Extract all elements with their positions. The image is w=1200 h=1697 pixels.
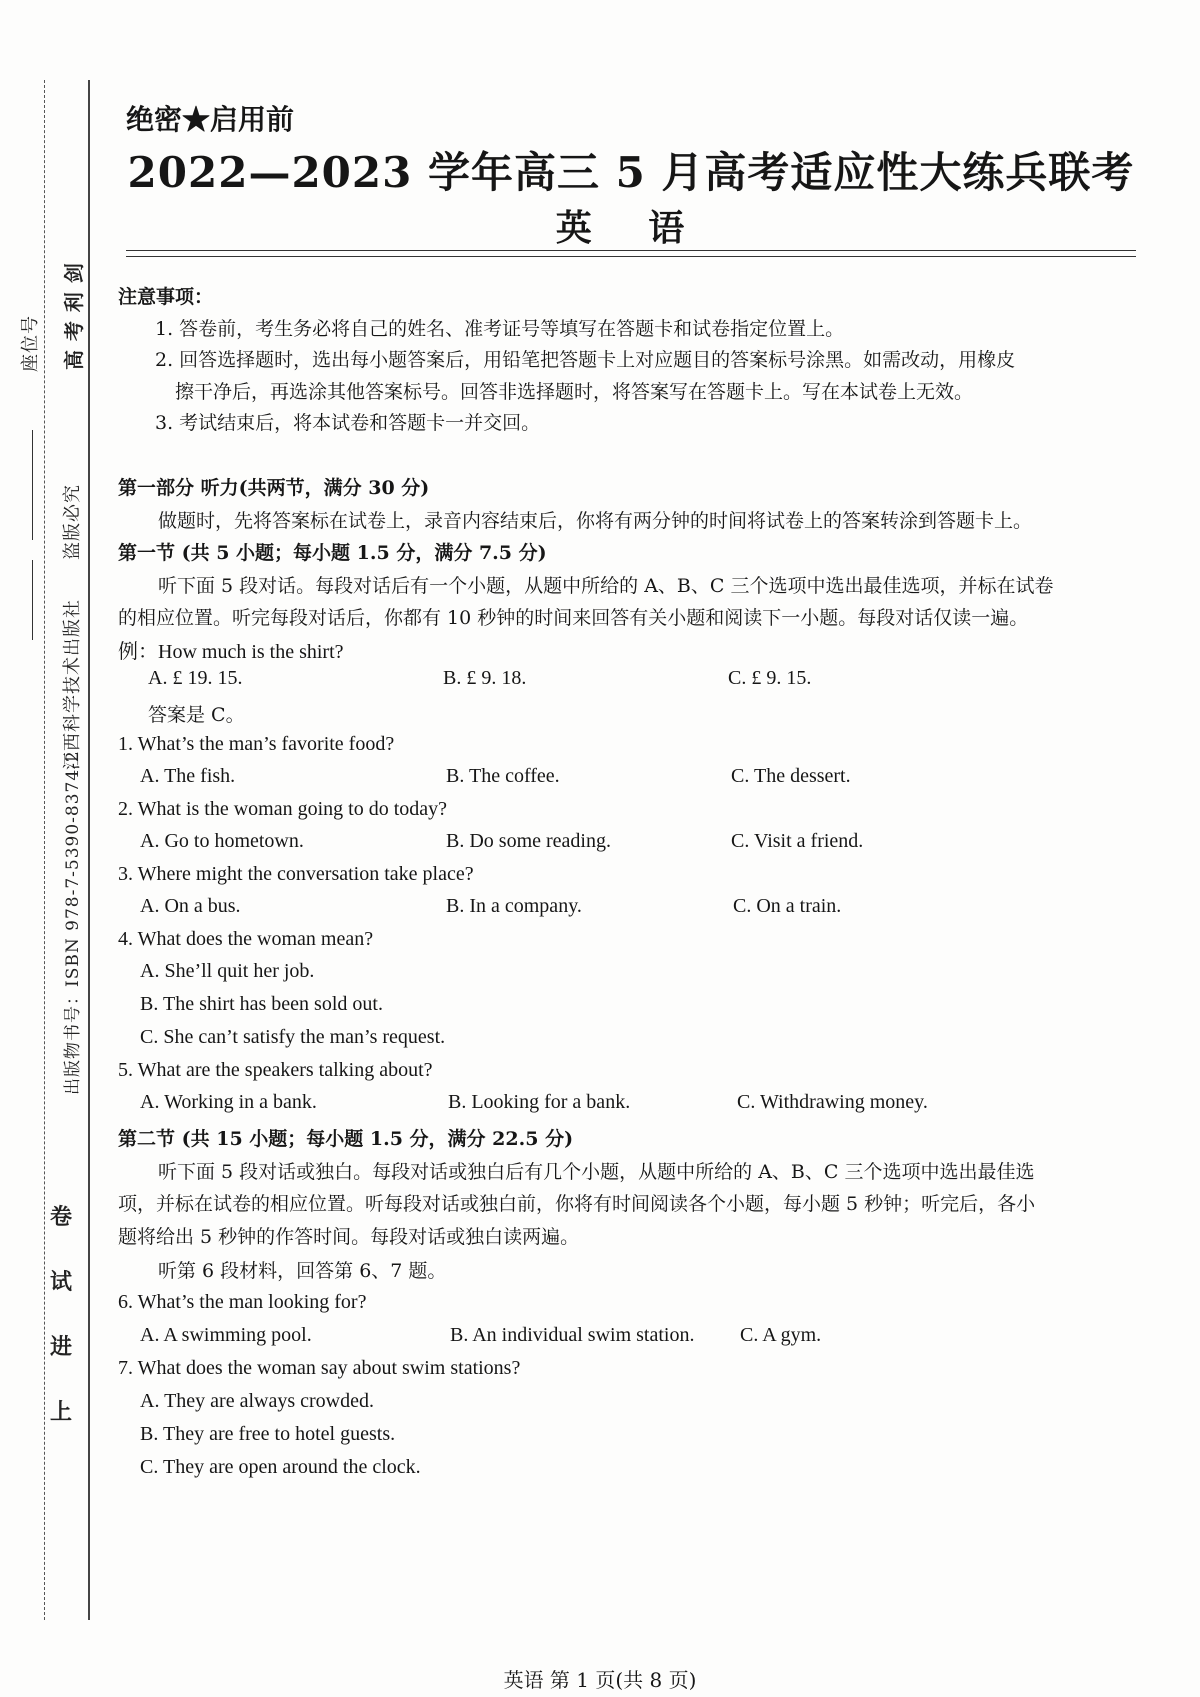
question-5-option-a: A. Working in a bank. [140, 1091, 317, 1113]
header-rule-top [126, 250, 1136, 251]
publisher-label: 江西科学技术出版社 [62, 599, 83, 770]
notes-heading: 注意事项： [118, 286, 214, 308]
seat-number-label: 座位号 [20, 315, 41, 372]
part1-intro: 做题时，先将答案标在试卷上，录音内容结束后，你将有两分钟的时间将试卷上的答案转涂到答题卡上。 [158, 510, 1033, 532]
example-option-a: A. £ 19. 15. [148, 667, 243, 689]
section2-heading: 第二节 (共 15 小题；每小题 1.5 分，满分 22.5 分) [118, 1128, 574, 1150]
question-1-option-a: A. The fish. [140, 765, 236, 787]
question-5-option-c: C. Withdrawing money. [737, 1091, 928, 1113]
section1-heading: 第一节 (共 5 小题；每小题 1.5 分，满分 7.5 分) [118, 542, 547, 564]
notice-char-2: 进 [50, 1334, 73, 1360]
question-4-option-c: C. She can’t satisfy the man’s request. [140, 1026, 446, 1048]
example-option-b: B. £ 9. 18. [443, 667, 527, 689]
name-blank [32, 560, 33, 640]
question-3-option-b: B. In a company. [446, 895, 582, 917]
brand-label: 高 考 利 剑 [62, 262, 86, 370]
header-rule-bottom [126, 256, 1136, 257]
question-1: 1. What’s the man’s favorite food? [118, 733, 395, 755]
notice-char-3: 试 [50, 1269, 73, 1295]
question-6-option-c: C. A gym. [740, 1324, 822, 1346]
isbn-label: 出版物书号：ISBN 978-7-5390-8374-2 [63, 750, 83, 1095]
question-4-option-a: A. She’ll quit her job. [140, 960, 315, 982]
binding-dashed-line [44, 80, 45, 1620]
section2-instruction-line1: 听下面 5 段对话或独白。每段对话或独白后有几个小题，从题中所给的 A、B、C 三个选项中选出最佳选 [158, 1161, 1035, 1183]
question-2-option-c: C. Visit a friend. [731, 830, 864, 852]
question-4: 4. What does the woman mean? [118, 928, 374, 950]
question-7-option-c: C. They are open around the clock. [140, 1456, 421, 1478]
question-5: 5. What are the speakers talking about? [118, 1059, 433, 1081]
note-1: 1. 答卷前，考生务必将自己的姓名、准考证号等填写在答题卡和试卷指定位置上。 [155, 318, 845, 340]
question-3-option-c: C. On a train. [733, 895, 842, 917]
question-3-option-a: A. On a bus. [140, 895, 241, 917]
question-7: 7. What does the woman say about swim stations? [118, 1357, 521, 1379]
question-6: 6. What’s the man looking for? [118, 1291, 367, 1313]
part1-heading: 第一部分 听力(共两节，满分 30 分) [118, 477, 430, 499]
question-1-option-b: B. The coffee. [446, 765, 560, 787]
binding-solid-line [88, 80, 90, 1620]
question-4-option-b: B. The shirt has been sold out. [140, 993, 383, 1015]
question-7-option-b: B. They are free to hotel guests. [140, 1423, 396, 1445]
question-2-option-b: B. Do some reading. [446, 830, 611, 852]
example-answer: 答案是 C。 [148, 704, 245, 726]
example-option-c: C. £ 9. 15. [728, 667, 812, 689]
question-5-option-b: B. Looking for a bank. [448, 1091, 631, 1113]
section1-instruction-line1: 听下面 5 段对话。每段对话后有一个小题，从题中所给的 A、B、C 三个选项中选出最佳选项，并标在试卷 [158, 575, 1054, 597]
subject-title: 英 语 [555, 207, 707, 249]
notice-char-1: 上 [50, 1399, 73, 1425]
note-3: 3. 考试结束后，将本试卷和答题卡一并交回。 [155, 412, 541, 434]
notice-char-4: 卷 [50, 1204, 73, 1230]
section2-instruction-line2: 项，并标在试卷的相应位置。听每段对话或独白前，你将有时间阅读各个小题，每小题 5 秒钟；听完后，各小 [118, 1193, 1036, 1215]
anti-piracy-label: 盗版必究 [62, 484, 83, 560]
section2-instruction-line3: 题将给出 5 秒钟的作答时间。每段对话或独白读两遍。 [118, 1226, 580, 1248]
note-2-line1: 2. 回答选择题时，选出每小题答案后，用铅笔把答题卡上对应题目的答案标号涂黑。如需改动，用橡皮 [155, 349, 1016, 371]
exam-title: 2022—2023 学年高三 5 月高考适应性大练兵联考 [127, 148, 1135, 197]
section1-instruction-line2: 的相应位置。听完每段对话后，你都有 10 秒钟的时间来回答有关小题和阅读下一小题。每段对话仅读一遍。 [118, 607, 1029, 629]
page-footer: 英语 第 1 页(共 8 页) [503, 1668, 697, 1692]
question-6-option-a: A. A swimming pool. [140, 1324, 312, 1346]
material-6-label: 听第 6 段材料，回答第 6、7 题。 [158, 1260, 447, 1282]
note-2-line2: 擦干净后，再选涂其他答案标号。回答非选择题时，将答案写在答题卡上。写在本试卷上无效。 [175, 381, 974, 403]
question-2: 2. What is the woman going to do today? [118, 798, 448, 820]
question-6-option-b: B. An individual swim station. [450, 1324, 695, 1346]
example-question: 例：How much is the shirt? [118, 641, 344, 663]
question-2-option-a: A. Go to hometown. [140, 830, 304, 852]
question-3: 3. Where might the conversation take place? [118, 863, 474, 885]
binding-strip [0, 0, 96, 1697]
confidential-label: 绝密★启用前 [126, 103, 295, 136]
question-1-option-c: C. The dessert. [731, 765, 851, 787]
seat-number-blank [32, 430, 33, 540]
question-7-option-a: A. They are always crowded. [140, 1390, 374, 1412]
